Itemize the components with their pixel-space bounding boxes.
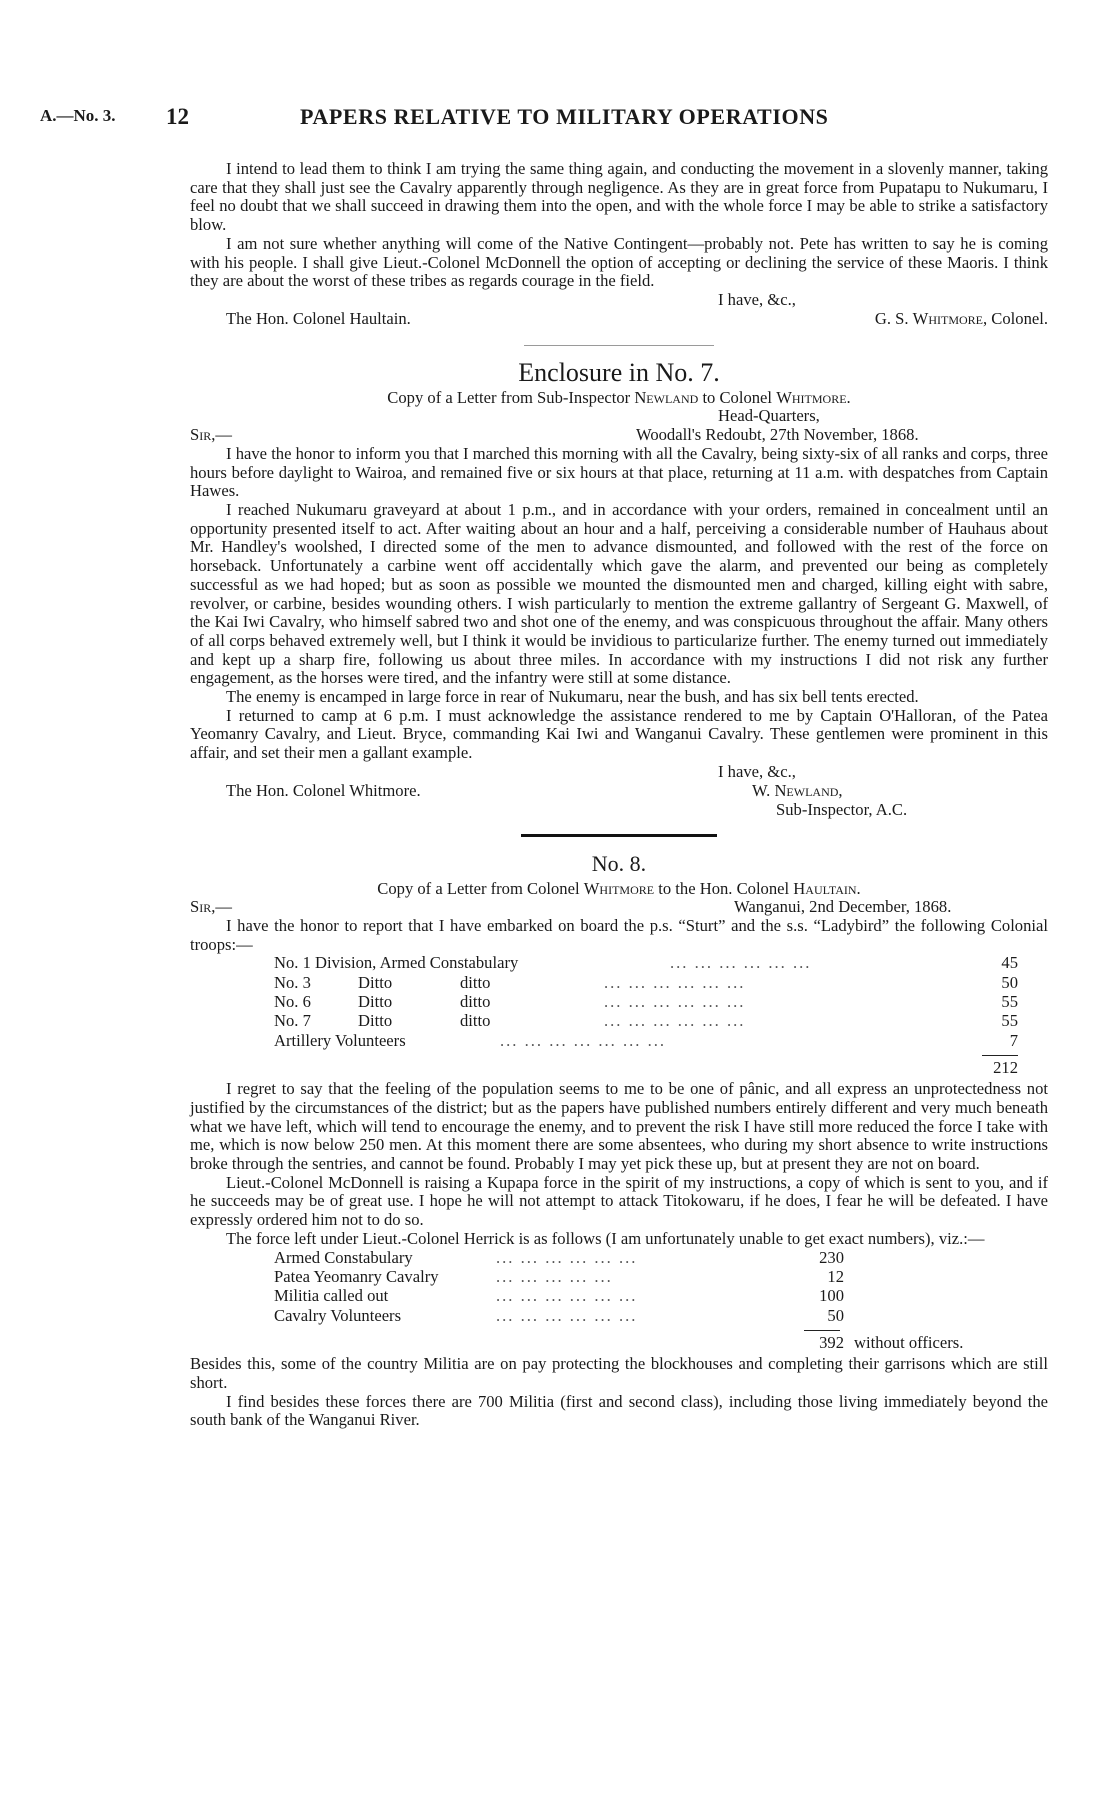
salutation: Sir,— — [190, 424, 232, 444]
remaining-total-note: without officers. — [854, 1333, 964, 1353]
signature-name: Whitmore — [912, 308, 983, 328]
salutation-row — [190, 426, 1048, 445]
table-row: No. 3 Ditto ditto ... ... ... ... ... ... 50 — [274, 972, 1018, 992]
salutation: Sir,— — [190, 896, 232, 916]
document-reference: A.—No. 3. — [40, 106, 116, 125]
location: Wanganui, 2nd December, 1868. — [734, 896, 952, 916]
paragraph: Besides this, some of the country Militia are on pay protecting the blockhouses and completing their garrisons which are still short. — [190, 1354, 1048, 1392]
closing-row — [190, 763, 1048, 782]
total-row — [274, 1334, 1048, 1355]
addressee: The Hon. Colonel Haultain. — [226, 308, 411, 328]
signature-row — [190, 310, 1048, 329]
table-row: No. 6 Ditto ditto ... ... ... ... ... ... 55 — [274, 992, 1018, 1012]
section-heading: No. 8. — [591, 850, 647, 876]
paragraph: I have the honor to report that I have embarked on board the p.s. “Sturt” and the s.s. “Ladybird” the following Colonial troops:— — [190, 915, 1048, 954]
total-rule — [274, 1051, 1048, 1059]
paragraph: I am not sure whether anything will come of the Native Contingent—probably not. Pete has written to say he is coming with his people. I shall give Lieut.-Colonel McDonnell the option of accepting or declining the service of these Maoris. I think they are about the worst of these tribes as regards courage in the field. — [190, 233, 1048, 291]
location-line-2: Woodall's Redoubt, 27th November, 1868. — [636, 424, 919, 444]
troops-total: 212 — [993, 1058, 1018, 1078]
table-row: Patea Yeomanry Cavalry ... ... ... ... ... 12 — [274, 1266, 844, 1286]
section-divider — [524, 345, 714, 346]
signature-row — [190, 782, 1048, 801]
signature — [875, 310, 1048, 329]
remaining-force-table — [274, 1249, 1048, 1356]
location-row — [190, 407, 1048, 426]
table-row: No. 1 Division, Armed Constabulary ... ... ... ... ... ... 45 — [274, 953, 1018, 973]
section-subheading: Copy of a Letter from Sub-Inspector Newland to Colonel Whitmore. — [387, 387, 851, 407]
paragraph: The enemy is encamped in large force in rear of Nukumaru, near the bush, and has six bell tents erected. — [226, 687, 919, 707]
signature-title: Sub-Inspector, A.C. — [776, 799, 908, 819]
remaining-total: 392 — [819, 1333, 844, 1353]
closing: I have, &c., — [718, 289, 796, 309]
paragraph: The force left under Lieut.-Colonel Herrick is as follows (I am unfortunately unable to get exact numbers), viz.:— — [226, 1228, 985, 1248]
troops-table — [274, 954, 1048, 1080]
signature-title-row — [190, 801, 1048, 820]
section-divider — [521, 834, 717, 837]
section-subheading: Copy of a Letter from Colonel Whitmore to the Hon. Colonel Haultain. — [377, 878, 861, 898]
closing-row — [190, 291, 1048, 310]
salutation-row — [190, 898, 1048, 917]
table-row: Artillery Volunteers ... ... ... ... ... ... ... 7 — [274, 1030, 1018, 1050]
signature-rank: , Colonel. — [983, 308, 1048, 328]
paragraph: I have the honor to inform you that I marched this morning with all the Cavalry, being sixty-six of all ranks and corps, three hours before daylight to Wairoa, and remained five or six hours at that place, returning at 11 a.m. with despatches from Captain Hawes. — [190, 443, 1048, 501]
paragraph: I regret to say that the feeling of the population seems to me to be one of pânic, and all express an unprotectedness not justified by the circumstances of the district; but as the papers have published numbers entirely different and very much beneath what we have left, which will tend to encourage the enemy, and to prevent the risk I have still more reduced the force I take with me, which is now below 250 men. At this moment there are some absentees, who during my short absence to write instructions broke through the sentries, and cannot be found. Probably I may yet pick these up, but at present they are not on board. — [190, 1079, 1048, 1174]
table-row: Armed Constabulary ... ... ... ... ... ... 230 — [274, 1247, 844, 1267]
location-line-1: Head-Quarters, — [718, 405, 820, 425]
table-row: Cavalry Volunteers ... ... ... ... ... ... 50 — [274, 1305, 844, 1325]
section-heading: Enclosure in No. 7. — [518, 357, 720, 387]
document-body — [190, 160, 1048, 1430]
paragraph: I reached Nukumaru graveyard at about 1 p.m., and in accordance with your orders, remained in concealment until an opportunity presented itself to act. After waiting about an hour and a half, perceiving a considerable number of Hauhaus about Mr. Handley's woolshed, I directed some of the men to advance dismounted, and followed with the rest of the force on horseback. Unfortunately a carbine went off accidentally which gave the alarm, and prevented our being as completely successful as we had hoped; but as soon as possible we mounted the dismounted men and charged, killing eight with sabre, revolver, or carbine, besides wounding others. I wish particularly to mention the extreme gallantry of Sergeant G. Maxwell, of the Kai Iwi Cavalry, who himself sabred two and shot one of the enemy, and was conspicuous throughout the affair. Many others of all corps behaved extremely well, but I think it would be invidious to particularize further. The enemy turned out immediately and kept up a sharp fire, following us about three miles. In accordance with my instructions I did not risk any further engagement, as the horses were tired, and the infantry were still at some distance. — [190, 500, 1048, 688]
total-row — [274, 1059, 1048, 1080]
closing: I have, &c., — [718, 761, 796, 781]
table-row: Militia called out ... ... ... ... ... ... 100 — [274, 1286, 844, 1306]
addressee: The Hon. Colonel Whitmore. — [226, 780, 421, 800]
signature-initials: G. S. — [874, 308, 909, 328]
signature: W. Newland, — [752, 780, 843, 800]
running-header — [40, 104, 1074, 134]
page-title: PAPERS RELATIVE TO MILITARY OPERATIONS — [300, 104, 829, 129]
paragraph: I returned to camp at 6 p.m. I must acknowledge the assistance rendered to me by Captain O'Halloran, of the Patea Yeomanry Cavalry, and Lieut. Bryce, commanding Kai Iwi and Wanganui Cavalry. These gentlemen were prominent in this affair, and set their men a gallant example. — [190, 705, 1048, 763]
table-row: No. 7 Ditto ditto ... ... ... ... ... ... 55 — [274, 1011, 1018, 1031]
paragraph: I find besides these forces there are 700 Militia (first and second class), including those living immediately beyond the south bank of the Wanganui River. — [190, 1391, 1048, 1430]
paragraph: I intend to lead them to think I am trying the same thing again, and conducting the movement in a slovenly manner, taking care that they shall just see the Cavalry apparently through negligence. As they are in great force from Pupatapu to Nukumaru, I feel no doubt that we shall succeed in drawing them into the open, and with the whole force I may be able to strike a satisfactory blow. — [190, 159, 1048, 235]
page-number: 12 — [166, 104, 189, 129]
paragraph: Lieut.-Colonel McDonnell is raising a Kupapa force in the spirit of my instructions, a copy of which is sent to you, and if he succeeds may be of great use. I hope he will not attempt to attack Titokowaru, if he does, I fear he will be defeated. I have expressly ordered him not to do so. — [190, 1172, 1048, 1230]
